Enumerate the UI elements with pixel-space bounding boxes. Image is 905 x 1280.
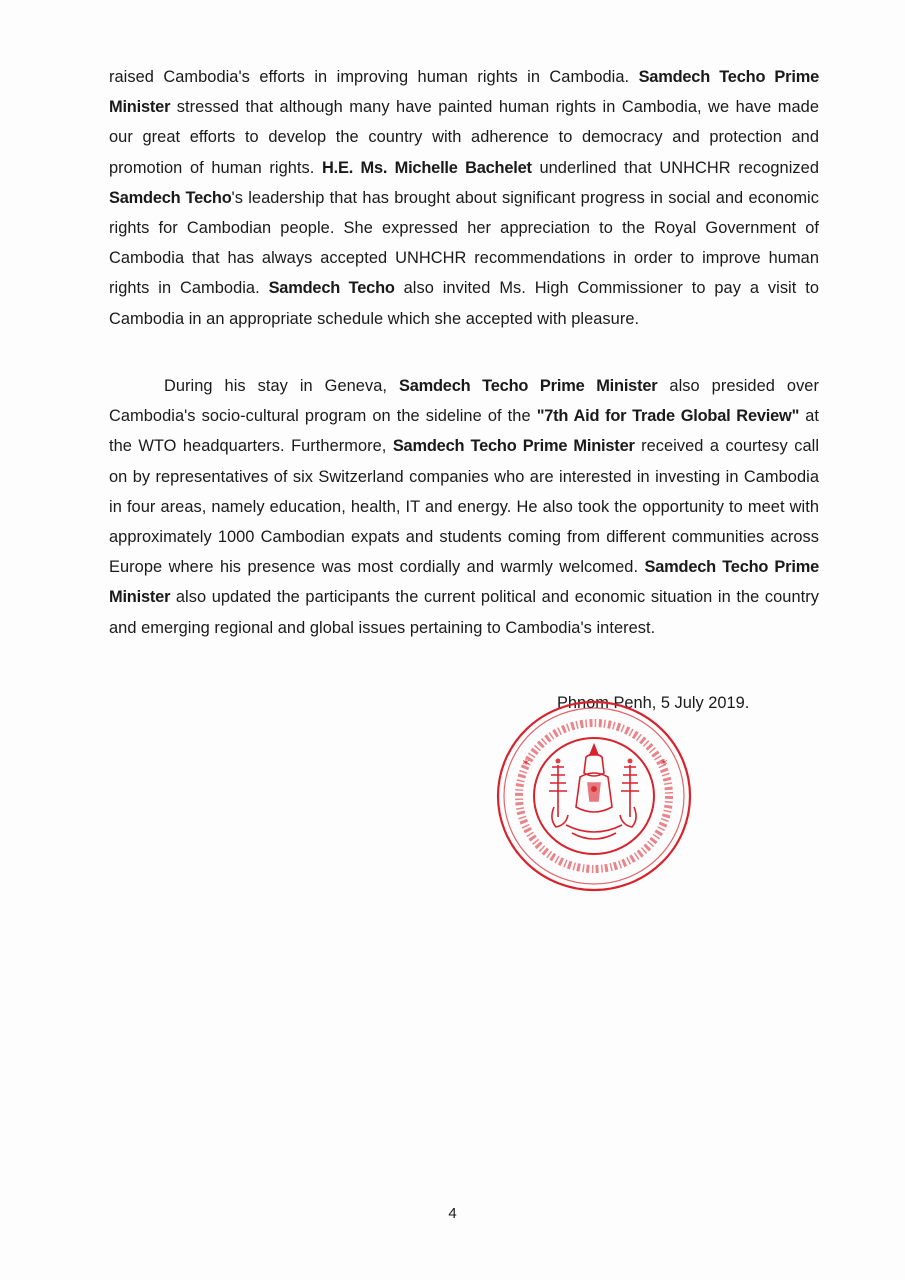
- paragraph-1-bold-3: Samdech Techo: [109, 188, 232, 207]
- paragraph-2: [109, 371, 819, 643]
- paragraph-2-bold-3: Samdech Techo Prime Minister: [392, 437, 635, 456]
- paragraph-2-text-2: also presided over Cambodia's socio-cultural program on the sideline of the: [109, 377, 819, 426]
- paragraph-1-text-5: also invited Ms. High Commissioner to pay a visit to Cambodia in an appropriate schedule which she accepted with pleasure.: [109, 279, 819, 328]
- paragraph-1-bold-4: Samdech Techo: [268, 279, 395, 298]
- paragraph-1-text-2: stressed that although many have painted human rights in Cambodia, we have made our great efforts to develop the country with adherence to democracy and protection and promotion of human rights.: [109, 98, 819, 177]
- paragraph-2-bold-2: "7th Aid for Trade Global Review": [536, 407, 800, 426]
- paragraph-2-text-5: also updated the participants the current political and economic situation in the country and emerging regional and global issues pertaining to Cambodia's interest.: [109, 588, 819, 637]
- paragraph-2-text-1: During his stay in Geneva,: [164, 377, 399, 395]
- page-number: 4: [448, 1205, 457, 1222]
- paragraph-2-text-3: at the WTO headquarters. Furthermore,: [109, 407, 820, 456]
- paragraph-1-text-3: underlined that UNHCHR recognized: [531, 158, 819, 177]
- paragraph-2-bold-4: Samdech Techo Prime Minister: [109, 558, 819, 607]
- paragraph-1-text-4: 's leadership that has brought about significant progress in social and economic rights for Cambodian people. She expressed her appreciation to the Royal Government of Cambodia that has always accepted UNHCHR recommendations in order to improve human rights in Cambodia.: [109, 188, 819, 298]
- royal-seal-icon: [494, 697, 694, 895]
- svg-text:*: *: [660, 758, 668, 773]
- dateline: Phnom Penh, 5 July 2019.: [557, 694, 750, 712]
- paragraph-1-bold-1: Samdech Techo Prime Minister: [109, 68, 819, 117]
- paragraph-1-text-1: raised Cambodia's efforts in improving human rights in Cambodia.: [109, 68, 639, 86]
- paragraph-2-bold-1: Samdech Techo Prime Minister: [398, 377, 658, 395]
- svg-text:*: *: [522, 758, 530, 773]
- paragraph-2-text-4: received a courtesy call on by representatives of six Switzerland companies who are interested in investing in Cambodia in four areas, namely education, health, IT and energy. He also took the opportunity to meet with approximately 1000 Cambodian expats and students coming from different communities across Europe where his presence was most cordially and warmly welcomed.: [109, 437, 820, 577]
- paragraph-1: [109, 62, 819, 334]
- paragraph-1-bold-2: H.E. Ms. Michelle Bachelet: [322, 158, 532, 177]
